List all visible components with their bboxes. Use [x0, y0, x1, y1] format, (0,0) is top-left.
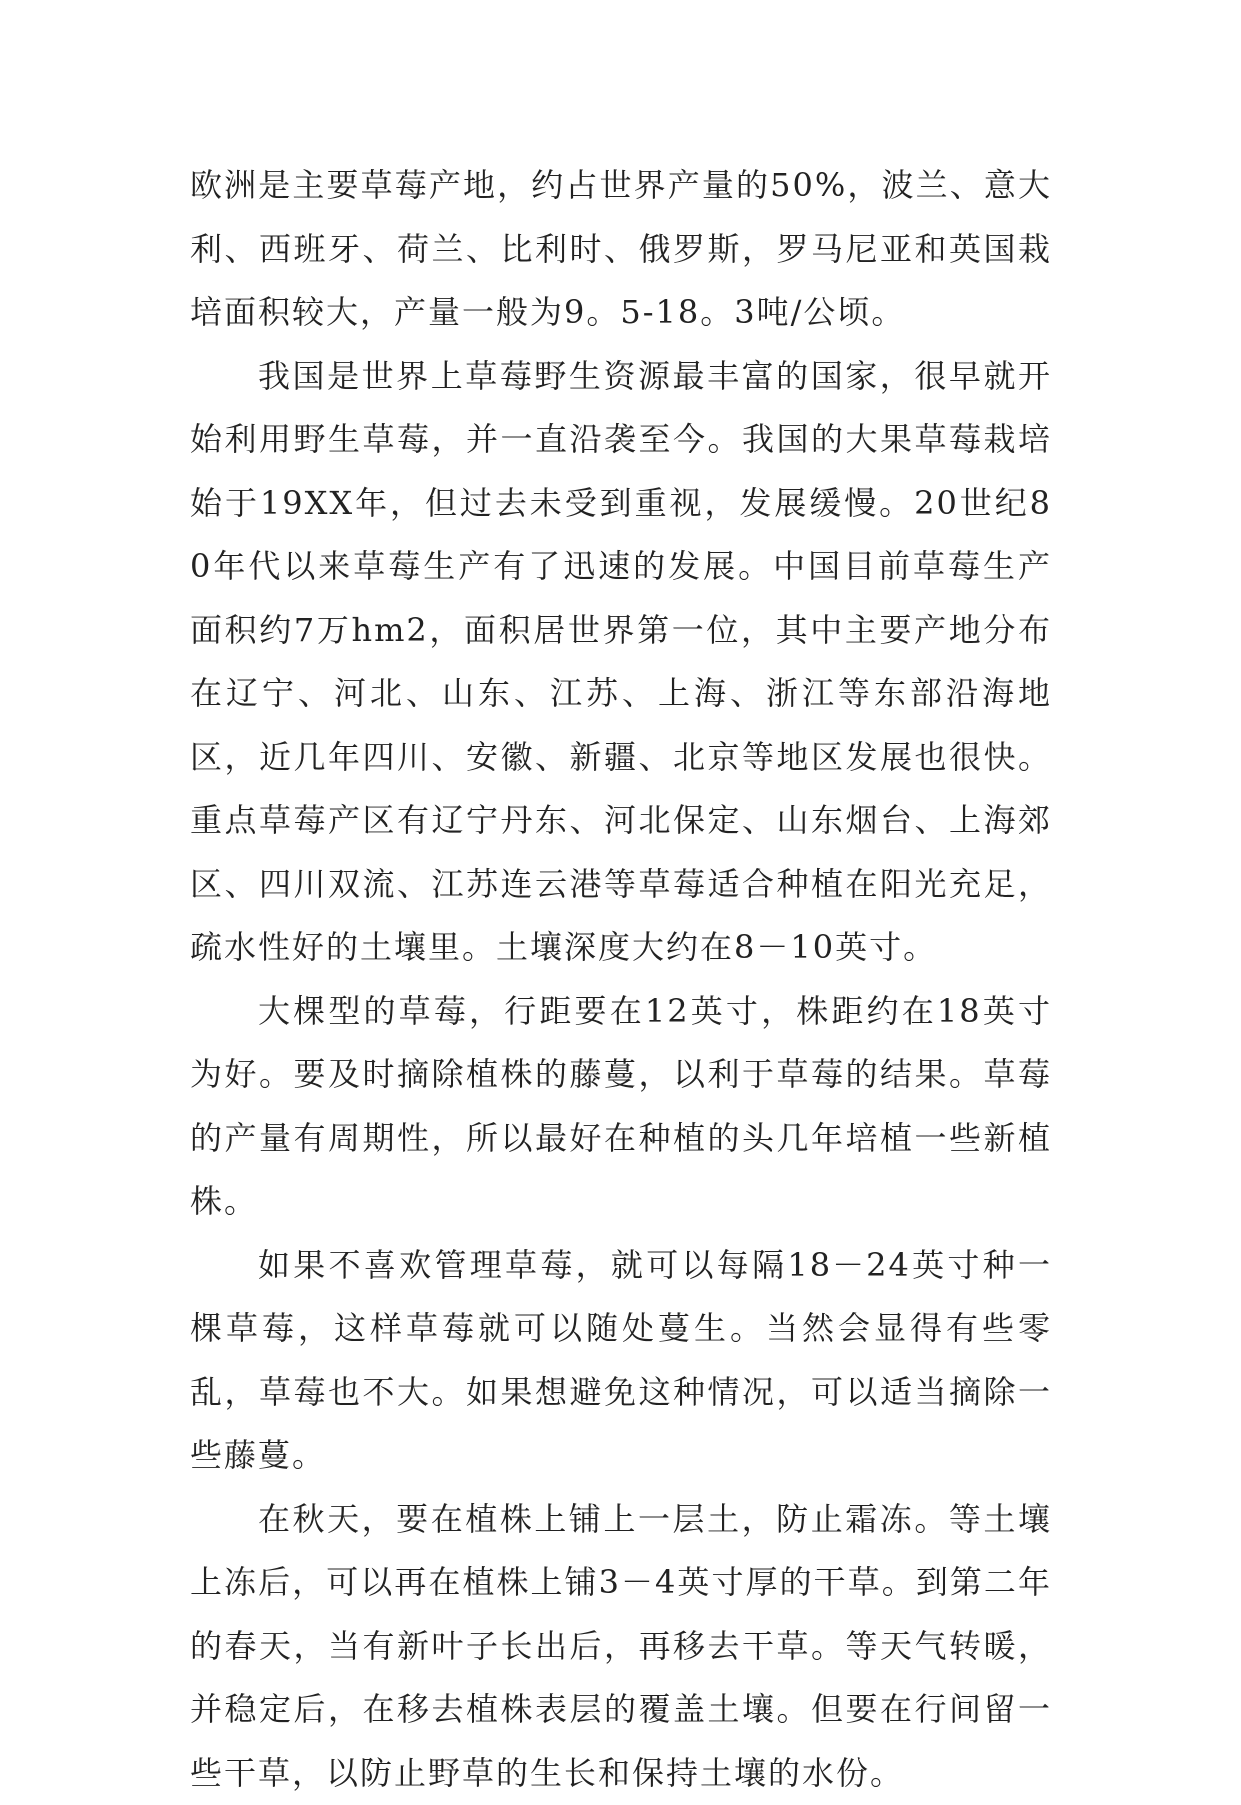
paragraph-china-history: 我国是世界上草莓野生资源最丰富的国家，很早就开始利用野生草莓，并一直沿袭至今。我国的大果草莓栽培始于19XX年，但过去未受到重视，发展缓慢。20世纪80年代以来草莓生产有了迅速的发展。中国目前草莓生产面积约7万hm2，面积居世界第一位，其中主要产地分布在辽宁、河北、山东、江苏、上海、浙江等东部沿海地区，近几年四川、安徽、新疆、北京等地区发展也很快。重点草莓产区有辽宁丹东、河北保定、山东烟台、上海郊区、四川双流、江苏连云港等草莓适合种植在阳光充足，疏水性好的土壤里。土壤深度大约在8－10英寸。: [190, 345, 1052, 980]
paragraph-europe-production: 欧洲是主要草莓产地，约占世界产量的50%，波兰、意大利、西班牙、荷兰、比利时、俄罗斯，罗马尼亚和英国栽培面积较大，产量一般为9。5-18。3吨/公顷。: [190, 154, 1052, 345]
paragraph-low-maintenance: 如果不喜欢管理草莓，就可以每隔18－24英寸种一棵草莓，这样草莓就可以随处蔓生。当然会显得有些零乱，草莓也不大。如果想避免这种情况，可以适当摘除一些藤蔓。: [190, 1234, 1052, 1488]
paragraph-planting-spacing: 大棵型的草莓，行距要在12英寸，株距约在18英寸为好。要及时摘除植株的藤蔓，以利于草莓的结果。草莓的产量有周期性，所以最好在种植的头几年培植一些新植株。: [190, 980, 1052, 1234]
paragraph-autumn-care: 在秋天，要在植株上铺上一层土，防止霜冻。等土壤上冻后，可以再在植株上铺3－4英寸厚的干草。到第二年的春天，当有新叶子长出后，再移去干草。等天气转暖，并稳定后，在移去植株表层的覆盖土壤。但要在行间留一些干草，以防止野草的生长和保持土壤的水份。: [190, 1488, 1052, 1805]
document-body: [190, 154, 1052, 1805]
